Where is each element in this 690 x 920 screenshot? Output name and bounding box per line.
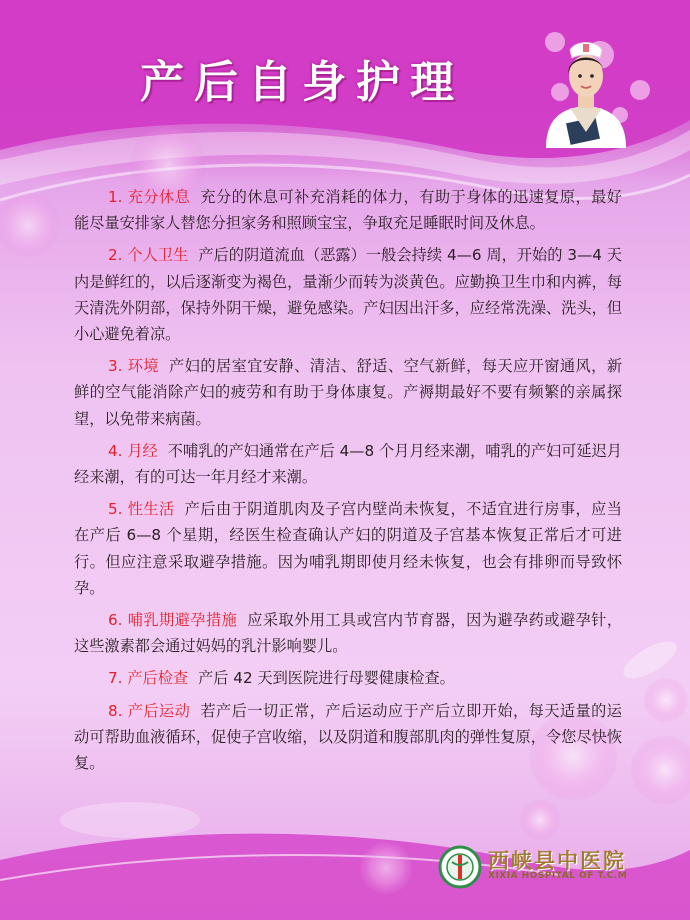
list-item [74, 698, 622, 777]
list-item [74, 607, 622, 659]
hospital-name-en: XIXIA HOSPITAL OF T.C.M [488, 871, 628, 881]
item-heading: 8. 产后运动 [108, 701, 191, 720]
item-heading: 6. 哺乳期避孕措施 [108, 611, 238, 630]
nurse-illustration [540, 24, 632, 148]
item-text: 产后由于阴道肌肉及子宫内壁尚未恢复，不适宜进行房事，应当在产后 6—8 个星期，经医生检查确认产妇的阴道及子宫基本恢复正常后才可进行。但应注意采取避孕措施。因为哺乳期即使月经未恢复，也会有排卵而导致怀孕。 [74, 500, 622, 597]
item-text: 充分的休息可补充消耗的体力，有助于身体的迅速复原，最好能尽量安排家人替您分担家务和照顾宝宝，争取充足睡眠时间及休息。 [74, 188, 622, 233]
item-text: 若产后一切正常，产后运动应于产后立即开始，每天适量的运动可帮助血液循环，促使子宫收缩，以及阴道和腹部肌肉的弹性复原，令您尽快恢复。 [74, 701, 622, 773]
item-text: 产妇的居室宜安静、清洁、舒适、空气新鲜，每天应开窗通风，新鲜的空气能消除产妇的疲劳和有助于身体康复。产褥期最好不要有频繁的亲属探望，以免带来病菌。 [74, 357, 623, 428]
item-text: 产后 42 天到医院进行母婴健康检查。 [198, 669, 455, 688]
item-text: 应采取外用工具或宫内节育器，因为避孕药或避孕针，这些激素都会通过妈妈的乳汁影响婴儿。 [74, 611, 623, 656]
item-heading: 4. 月经 [108, 441, 158, 460]
list-item [74, 353, 622, 432]
item-heading: 2. 个人卫生 [108, 246, 189, 265]
list-item [74, 242, 622, 347]
item-heading: 5. 性生活 [108, 500, 175, 519]
item-text: 不哺乳的产妇通常在产后 4—8 个月月经来潮，哺乳的产妇可延迟月经来潮，有的可达一年月经才来潮。 [74, 441, 622, 487]
care-list [74, 184, 622, 782]
item-text: 产后的阴道流血（恶露）一般会持续 4—6 周，开始的 3—4 天内是鲜红的，以后逐渐变为褐色，量渐少而转为淡黄色。应勤换卫生巾和内裤，每天清洗外阴部，保持外阴干燥，避免感染。产妇因出汗多，应经常洗澡、洗头，但小心避免着凉。 [74, 246, 622, 344]
list-item [74, 665, 622, 691]
item-heading: 1. 充分休息 [108, 188, 191, 206]
item-heading: 7. 产后检查 [108, 669, 189, 688]
page-title: 产后自身护理 [140, 57, 464, 108]
list-item [74, 438, 622, 490]
list-item [74, 184, 622, 236]
list-item [74, 496, 622, 601]
hospital-name-cn: 西峡县中医院 [488, 848, 626, 873]
item-heading: 3. 环境 [108, 357, 160, 376]
